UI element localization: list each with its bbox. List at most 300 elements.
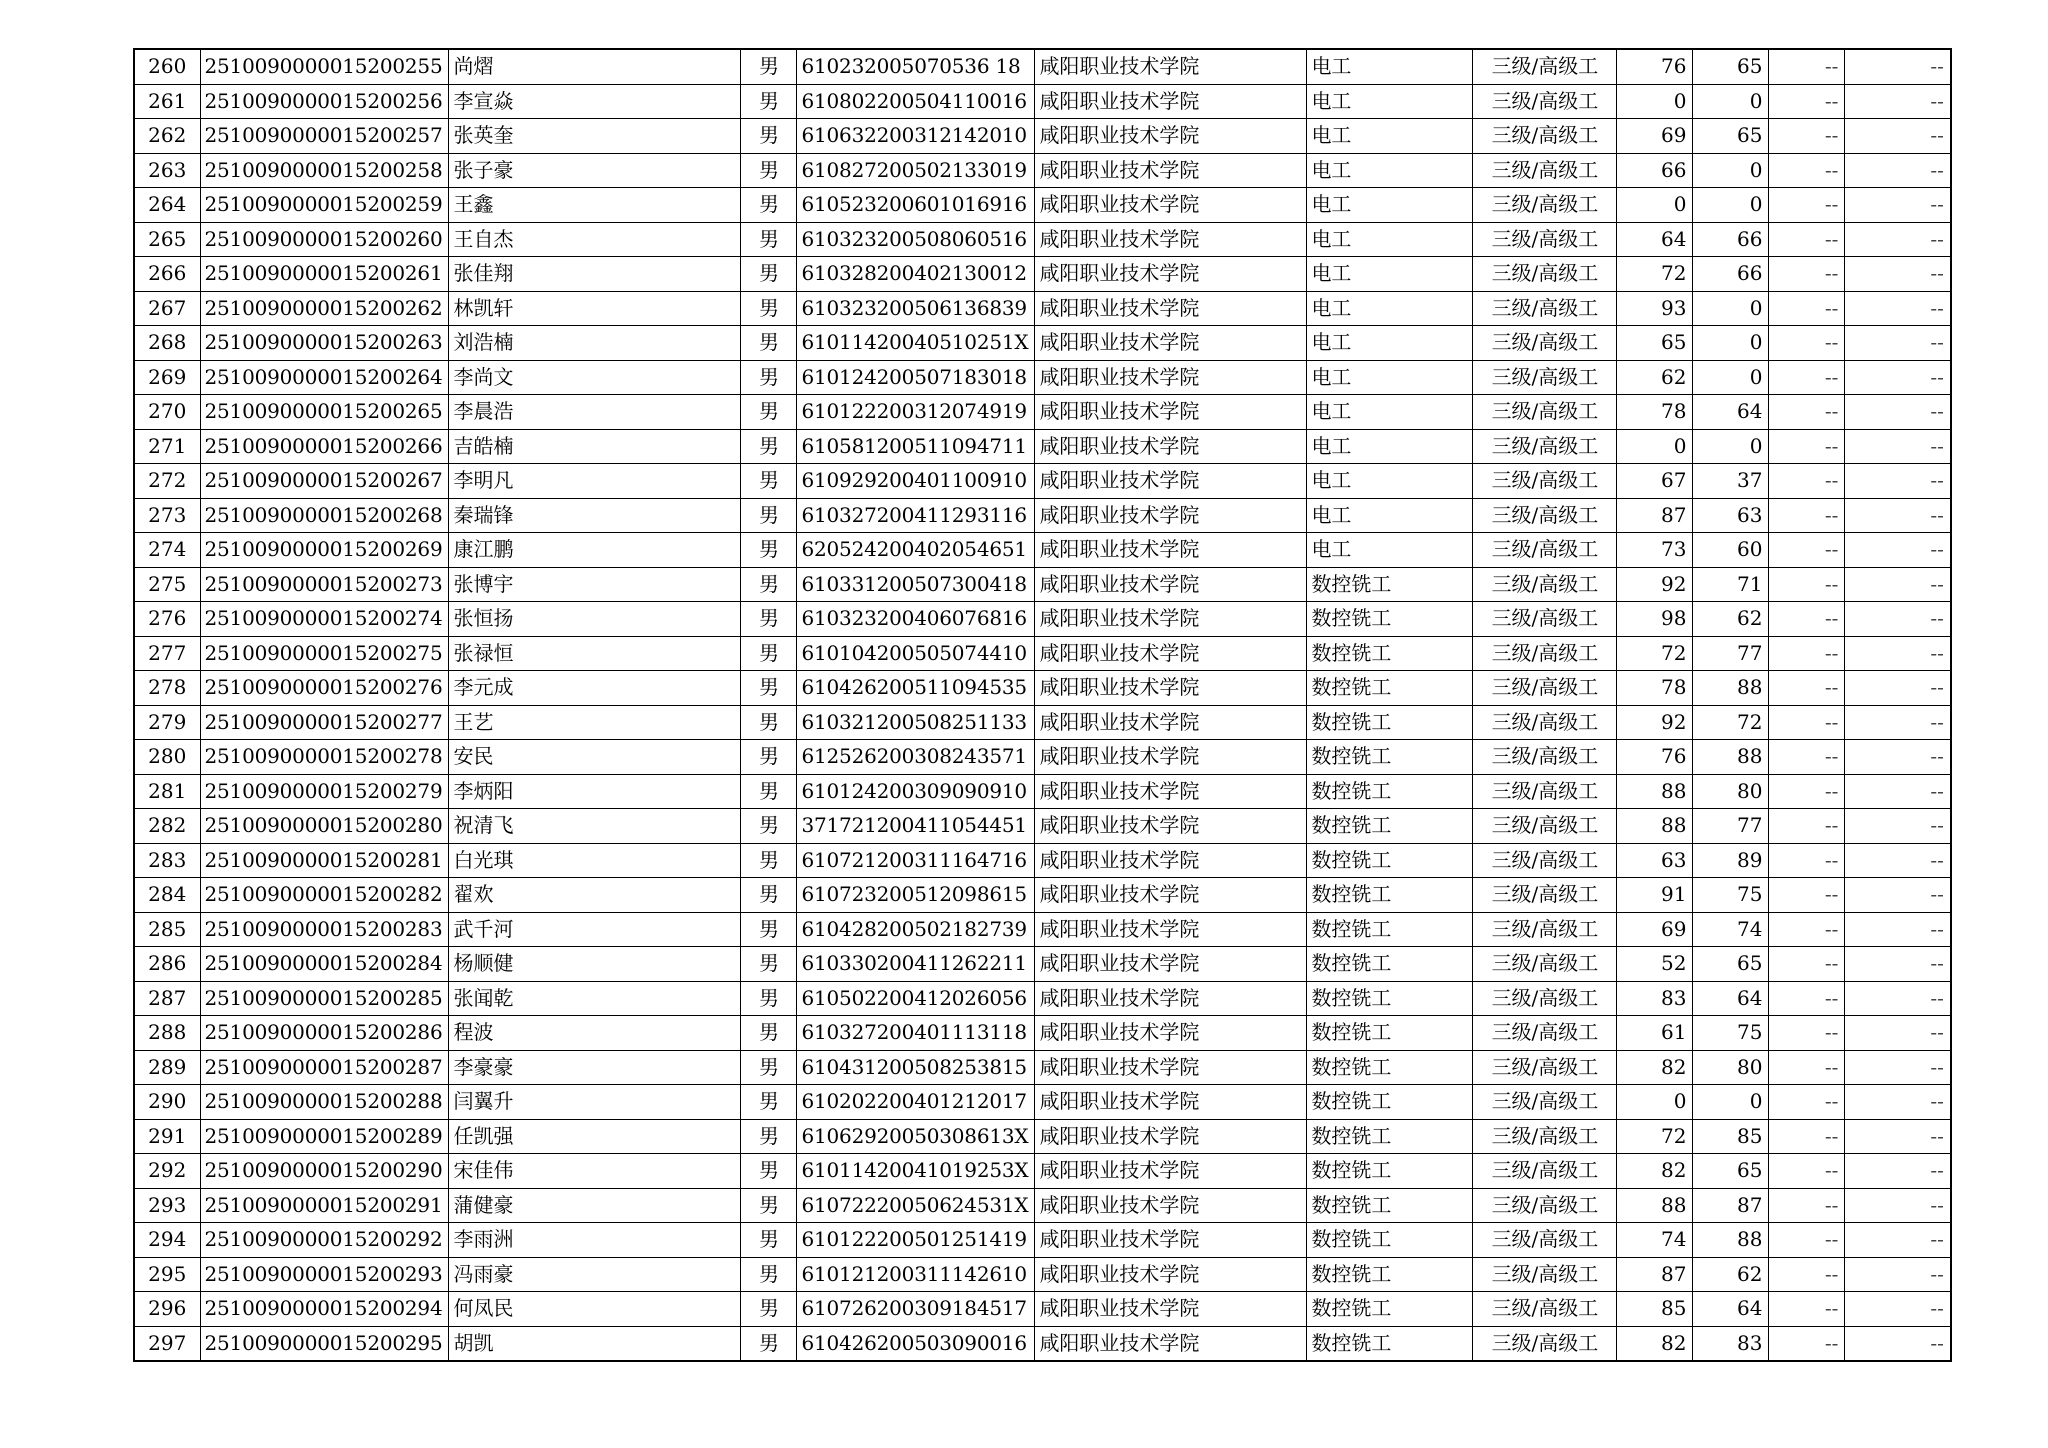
score-4-cell: -- <box>1845 429 1951 464</box>
table-row <box>134 533 1951 568</box>
gender-cell: 男 <box>741 1119 797 1154</box>
skill-score-cell: 74 <box>1693 912 1769 947</box>
score-4-cell: -- <box>1845 981 1951 1016</box>
ticket-number-cell: 2510090000015200264 <box>200 360 449 395</box>
level-cell: 三级/高级工 <box>1473 671 1617 706</box>
ticket-number-cell: 2510090000015200295 <box>200 1326 449 1361</box>
gender-cell: 男 <box>741 1154 797 1189</box>
table-row <box>134 1223 1951 1258</box>
row-number-cell: 290 <box>134 1085 200 1120</box>
occupation-cell: 数控铣工 <box>1307 1119 1473 1154</box>
ticket-number-cell: 2510090000015200292 <box>200 1223 449 1258</box>
score-4-cell: -- <box>1845 567 1951 602</box>
school-cell: 咸阳职业技术学院 <box>1035 705 1307 740</box>
table-row <box>134 360 1951 395</box>
table-row <box>134 1050 1951 1085</box>
theory-score-cell: 78 <box>1617 671 1693 706</box>
theory-score-cell: 87 <box>1617 1257 1693 1292</box>
school-cell: 咸阳职业技术学院 <box>1035 1016 1307 1051</box>
occupation-cell: 电工 <box>1307 49 1473 84</box>
table-row <box>134 567 1951 602</box>
occupation-cell: 电工 <box>1307 429 1473 464</box>
skill-score-cell: 0 <box>1693 291 1769 326</box>
score-4-cell: -- <box>1845 1257 1951 1292</box>
ticket-number-cell: 2510090000015200282 <box>200 878 449 913</box>
ticket-number-cell: 2510090000015200288 <box>200 1085 449 1120</box>
gender-cell: 男 <box>741 222 797 257</box>
id-number-cell: 610827200502133019 <box>797 153 1035 188</box>
score-4-cell: -- <box>1845 843 1951 878</box>
theory-score-cell: 65 <box>1617 326 1693 361</box>
row-number-cell: 292 <box>134 1154 200 1189</box>
school-cell: 咸阳职业技术学院 <box>1035 429 1307 464</box>
ticket-number-cell: 2510090000015200283 <box>200 912 449 947</box>
id-number-cell: 620524200402054651 <box>797 533 1035 568</box>
school-cell: 咸阳职业技术学院 <box>1035 395 1307 430</box>
table-row <box>134 843 1951 878</box>
gender-cell: 男 <box>741 188 797 223</box>
occupation-cell: 数控铣工 <box>1307 602 1473 637</box>
id-number-cell: 610327200401113118 <box>797 1016 1035 1051</box>
school-cell: 咸阳职业技术学院 <box>1035 567 1307 602</box>
row-number-cell: 271 <box>134 429 200 464</box>
name-cell: 蒲健豪 <box>449 1188 741 1223</box>
id-number-cell: 610502200412026056 <box>797 981 1035 1016</box>
theory-score-cell: 64 <box>1617 222 1693 257</box>
gender-cell: 男 <box>741 533 797 568</box>
gender-cell: 男 <box>741 291 797 326</box>
score-4-cell: -- <box>1845 1050 1951 1085</box>
table-row <box>134 878 1951 913</box>
level-cell: 三级/高级工 <box>1473 153 1617 188</box>
score-4-cell: -- <box>1845 257 1951 292</box>
score-3-cell: -- <box>1769 395 1845 430</box>
occupation-cell: 数控铣工 <box>1307 1326 1473 1361</box>
occupation-cell: 电工 <box>1307 291 1473 326</box>
school-cell: 咸阳职业技术学院 <box>1035 291 1307 326</box>
table-row <box>134 119 1951 154</box>
level-cell: 三级/高级工 <box>1473 429 1617 464</box>
theory-score-cell: 69 <box>1617 119 1693 154</box>
score-4-cell: -- <box>1845 705 1951 740</box>
table-row <box>134 222 1951 257</box>
gender-cell: 男 <box>741 84 797 119</box>
score-4-cell: -- <box>1845 222 1951 257</box>
score-3-cell: -- <box>1769 567 1845 602</box>
skill-score-cell: 66 <box>1693 222 1769 257</box>
score-3-cell: -- <box>1769 257 1845 292</box>
ticket-number-cell: 2510090000015200265 <box>200 395 449 430</box>
table-row <box>134 602 1951 637</box>
id-number-cell: 610426200511094535 <box>797 671 1035 706</box>
occupation-cell: 电工 <box>1307 395 1473 430</box>
school-cell: 咸阳职业技术学院 <box>1035 809 1307 844</box>
skill-score-cell: 77 <box>1693 809 1769 844</box>
skill-score-cell: 77 <box>1693 636 1769 671</box>
score-4-cell: -- <box>1845 1119 1951 1154</box>
row-number-cell: 289 <box>134 1050 200 1085</box>
skill-score-cell: 88 <box>1693 740 1769 775</box>
name-cell: 康江鹏 <box>449 533 741 568</box>
school-cell: 咸阳职业技术学院 <box>1035 878 1307 913</box>
name-cell: 杨顺健 <box>449 947 741 982</box>
skill-score-cell: 0 <box>1693 84 1769 119</box>
row-number-cell: 288 <box>134 1016 200 1051</box>
occupation-cell: 数控铣工 <box>1307 878 1473 913</box>
school-cell: 咸阳职业技术学院 <box>1035 498 1307 533</box>
theory-score-cell: 76 <box>1617 740 1693 775</box>
level-cell: 三级/高级工 <box>1473 326 1617 361</box>
level-cell: 三级/高级工 <box>1473 49 1617 84</box>
occupation-cell: 电工 <box>1307 84 1473 119</box>
score-3-cell: -- <box>1769 1050 1845 1085</box>
id-number-cell: 610929200401100910 <box>797 464 1035 499</box>
school-cell: 咸阳职业技术学院 <box>1035 774 1307 809</box>
id-number-cell: 610523200601016916 <box>797 188 1035 223</box>
score-3-cell: -- <box>1769 774 1845 809</box>
skill-score-cell: 75 <box>1693 1016 1769 1051</box>
score-3-cell: -- <box>1769 1257 1845 1292</box>
gender-cell: 男 <box>741 809 797 844</box>
school-cell: 咸阳职业技术学院 <box>1035 947 1307 982</box>
skill-score-cell: 85 <box>1693 1119 1769 1154</box>
score-3-cell: -- <box>1769 740 1845 775</box>
theory-score-cell: 67 <box>1617 464 1693 499</box>
score-3-cell: -- <box>1769 947 1845 982</box>
name-cell: 翟欢 <box>449 878 741 913</box>
name-cell: 任凯强 <box>449 1119 741 1154</box>
occupation-cell: 电工 <box>1307 464 1473 499</box>
ticket-number-cell: 2510090000015200291 <box>200 1188 449 1223</box>
theory-score-cell: 93 <box>1617 291 1693 326</box>
score-3-cell: -- <box>1769 119 1845 154</box>
row-number-cell: 267 <box>134 291 200 326</box>
score-3-cell: -- <box>1769 1223 1845 1258</box>
name-cell: 李豪豪 <box>449 1050 741 1085</box>
name-cell: 王自杰 <box>449 222 741 257</box>
occupation-cell: 数控铣工 <box>1307 843 1473 878</box>
table-row <box>134 1257 1951 1292</box>
id-number-cell: 610581200511094711 <box>797 429 1035 464</box>
occupation-cell: 数控铣工 <box>1307 671 1473 706</box>
occupation-cell: 电工 <box>1307 119 1473 154</box>
skill-score-cell: 62 <box>1693 1257 1769 1292</box>
row-number-cell: 286 <box>134 947 200 982</box>
ticket-number-cell: 2510090000015200293 <box>200 1257 449 1292</box>
row-number-cell: 269 <box>134 360 200 395</box>
name-cell: 张佳翔 <box>449 257 741 292</box>
row-number-cell: 277 <box>134 636 200 671</box>
gender-cell: 男 <box>741 1326 797 1361</box>
row-number-cell: 279 <box>134 705 200 740</box>
name-cell: 李雨洲 <box>449 1223 741 1258</box>
school-cell: 咸阳职业技术学院 <box>1035 49 1307 84</box>
row-number-cell: 293 <box>134 1188 200 1223</box>
theory-score-cell: 76 <box>1617 49 1693 84</box>
score-4-cell: -- <box>1845 774 1951 809</box>
table-row <box>134 395 1951 430</box>
score-3-cell: -- <box>1769 671 1845 706</box>
score-3-cell: -- <box>1769 636 1845 671</box>
name-cell: 安民 <box>449 740 741 775</box>
theory-score-cell: 98 <box>1617 602 1693 637</box>
gender-cell: 男 <box>741 1188 797 1223</box>
score-4-cell: -- <box>1845 395 1951 430</box>
row-number-cell: 284 <box>134 878 200 913</box>
score-4-cell: -- <box>1845 291 1951 326</box>
occupation-cell: 电工 <box>1307 188 1473 223</box>
theory-score-cell: 69 <box>1617 912 1693 947</box>
skill-score-cell: 60 <box>1693 533 1769 568</box>
score-3-cell: -- <box>1769 1154 1845 1189</box>
name-cell: 李晨浩 <box>449 395 741 430</box>
skill-score-cell: 0 <box>1693 326 1769 361</box>
name-cell: 王艺 <box>449 705 741 740</box>
score-3-cell: -- <box>1769 153 1845 188</box>
school-cell: 咸阳职业技术学院 <box>1035 84 1307 119</box>
theory-score-cell: 88 <box>1617 1188 1693 1223</box>
name-cell: 李宣焱 <box>449 84 741 119</box>
name-cell: 程波 <box>449 1016 741 1051</box>
level-cell: 三级/高级工 <box>1473 188 1617 223</box>
ticket-number-cell: 2510090000015200278 <box>200 740 449 775</box>
results-table <box>133 48 1952 1362</box>
level-cell: 三级/高级工 <box>1473 843 1617 878</box>
row-number-cell: 272 <box>134 464 200 499</box>
theory-score-cell: 82 <box>1617 1326 1693 1361</box>
score-3-cell: -- <box>1769 1292 1845 1327</box>
id-number-cell: 610802200504110016 <box>797 84 1035 119</box>
ticket-number-cell: 2510090000015200275 <box>200 636 449 671</box>
skill-score-cell: 66 <box>1693 257 1769 292</box>
score-3-cell: -- <box>1769 981 1845 1016</box>
gender-cell: 男 <box>741 257 797 292</box>
occupation-cell: 数控铣工 <box>1307 774 1473 809</box>
occupation-cell: 数控铣工 <box>1307 981 1473 1016</box>
gender-cell: 男 <box>741 326 797 361</box>
ticket-number-cell: 2510090000015200286 <box>200 1016 449 1051</box>
school-cell: 咸阳职业技术学院 <box>1035 1188 1307 1223</box>
table-row <box>134 1085 1951 1120</box>
theory-score-cell: 91 <box>1617 878 1693 913</box>
school-cell: 咸阳职业技术学院 <box>1035 1050 1307 1085</box>
occupation-cell: 电工 <box>1307 360 1473 395</box>
row-number-cell: 261 <box>134 84 200 119</box>
name-cell: 秦瑞锋 <box>449 498 741 533</box>
ticket-number-cell: 2510090000015200260 <box>200 222 449 257</box>
id-number-cell: 371721200411054451 <box>797 809 1035 844</box>
level-cell: 三级/高级工 <box>1473 1257 1617 1292</box>
score-4-cell: -- <box>1845 809 1951 844</box>
ticket-number-cell: 2510090000015200285 <box>200 981 449 1016</box>
level-cell: 三级/高级工 <box>1473 1085 1617 1120</box>
level-cell: 三级/高级工 <box>1473 222 1617 257</box>
id-number-cell: 610122200312074919 <box>797 395 1035 430</box>
score-3-cell: -- <box>1769 1085 1845 1120</box>
table-row <box>134 1292 1951 1327</box>
name-cell: 李明凡 <box>449 464 741 499</box>
table-row <box>134 740 1951 775</box>
table-row <box>134 326 1951 361</box>
ticket-number-cell: 2510090000015200261 <box>200 257 449 292</box>
school-cell: 咸阳职业技术学院 <box>1035 1085 1307 1120</box>
score-3-cell: -- <box>1769 360 1845 395</box>
id-number-cell: 610104200505074410 <box>797 636 1035 671</box>
skill-score-cell: 0 <box>1693 429 1769 464</box>
skill-score-cell: 37 <box>1693 464 1769 499</box>
row-number-cell: 274 <box>134 533 200 568</box>
row-number-cell: 266 <box>134 257 200 292</box>
id-number-cell: 610426200503090016 <box>797 1326 1035 1361</box>
theory-score-cell: 0 <box>1617 429 1693 464</box>
score-3-cell: -- <box>1769 602 1845 637</box>
level-cell: 三级/高级工 <box>1473 912 1617 947</box>
level-cell: 三级/高级工 <box>1473 981 1617 1016</box>
id-number-cell: 610232005070536 18 <box>797 49 1035 84</box>
skill-score-cell: 80 <box>1693 1050 1769 1085</box>
ticket-number-cell: 2510090000015200284 <box>200 947 449 982</box>
school-cell: 咸阳职业技术学院 <box>1035 1326 1307 1361</box>
score-3-cell: -- <box>1769 84 1845 119</box>
skill-score-cell: 65 <box>1693 1154 1769 1189</box>
school-cell: 咸阳职业技术学院 <box>1035 602 1307 637</box>
table-row <box>134 1119 1951 1154</box>
name-cell: 王鑫 <box>449 188 741 223</box>
occupation-cell: 数控铣工 <box>1307 1292 1473 1327</box>
school-cell: 咸阳职业技术学院 <box>1035 1154 1307 1189</box>
theory-score-cell: 0 <box>1617 84 1693 119</box>
id-number-cell: 610721200311164716 <box>797 843 1035 878</box>
id-number-cell: 610124200507183018 <box>797 360 1035 395</box>
gender-cell: 男 <box>741 153 797 188</box>
row-number-cell: 295 <box>134 1257 200 1292</box>
table-body <box>134 49 1951 1361</box>
skill-score-cell: 65 <box>1693 119 1769 154</box>
score-4-cell: -- <box>1845 188 1951 223</box>
occupation-cell: 电工 <box>1307 326 1473 361</box>
ticket-number-cell: 2510090000015200256 <box>200 84 449 119</box>
occupation-cell: 数控铣工 <box>1307 1188 1473 1223</box>
id-number-cell: 610331200507300418 <box>797 567 1035 602</box>
table-row <box>134 671 1951 706</box>
table-row <box>134 153 1951 188</box>
score-3-cell: -- <box>1769 326 1845 361</box>
id-number-cell: 610323200406076816 <box>797 602 1035 637</box>
id-number-cell: 610323200508060516 <box>797 222 1035 257</box>
score-4-cell: -- <box>1845 1223 1951 1258</box>
level-cell: 三级/高级工 <box>1473 567 1617 602</box>
skill-score-cell: 0 <box>1693 153 1769 188</box>
level-cell: 三级/高级工 <box>1473 1154 1617 1189</box>
name-cell: 张禄恒 <box>449 636 741 671</box>
school-cell: 咸阳职业技术学院 <box>1035 153 1307 188</box>
gender-cell: 男 <box>741 1292 797 1327</box>
occupation-cell: 数控铣工 <box>1307 1154 1473 1189</box>
school-cell: 咸阳职业技术学院 <box>1035 843 1307 878</box>
table-row <box>134 49 1951 84</box>
ticket-number-cell: 2510090000015200294 <box>200 1292 449 1327</box>
occupation-cell: 数控铣工 <box>1307 1016 1473 1051</box>
ticket-number-cell: 2510090000015200287 <box>200 1050 449 1085</box>
id-number-cell: 61011420041019253X <box>797 1154 1035 1189</box>
score-4-cell: -- <box>1845 119 1951 154</box>
gender-cell: 男 <box>741 1016 797 1051</box>
level-cell: 三级/高级工 <box>1473 809 1617 844</box>
score-4-cell: -- <box>1845 84 1951 119</box>
name-cell: 林凯轩 <box>449 291 741 326</box>
name-cell: 武千河 <box>449 912 741 947</box>
skill-score-cell: 65 <box>1693 49 1769 84</box>
level-cell: 三级/高级工 <box>1473 1188 1617 1223</box>
school-cell: 咸阳职业技术学院 <box>1035 222 1307 257</box>
name-cell: 尚熠 <box>449 49 741 84</box>
school-cell: 咸阳职业技术学院 <box>1035 257 1307 292</box>
score-4-cell: -- <box>1845 1292 1951 1327</box>
name-cell: 李元成 <box>449 671 741 706</box>
row-number-cell: 287 <box>134 981 200 1016</box>
gender-cell: 男 <box>741 464 797 499</box>
table-row <box>134 774 1951 809</box>
score-4-cell: -- <box>1845 49 1951 84</box>
ticket-number-cell: 2510090000015200290 <box>200 1154 449 1189</box>
ticket-number-cell: 2510090000015200289 <box>200 1119 449 1154</box>
ticket-number-cell: 2510090000015200277 <box>200 705 449 740</box>
level-cell: 三级/高级工 <box>1473 1223 1617 1258</box>
gender-cell: 男 <box>741 843 797 878</box>
row-number-cell: 294 <box>134 1223 200 1258</box>
level-cell: 三级/高级工 <box>1473 84 1617 119</box>
level-cell: 三级/高级工 <box>1473 947 1617 982</box>
skill-score-cell: 64 <box>1693 395 1769 430</box>
theory-score-cell: 82 <box>1617 1050 1693 1085</box>
gender-cell: 男 <box>741 1223 797 1258</box>
id-number-cell: 61062920050308613X <box>797 1119 1035 1154</box>
skill-score-cell: 0 <box>1693 188 1769 223</box>
school-cell: 咸阳职业技术学院 <box>1035 981 1307 1016</box>
table-row <box>134 1016 1951 1051</box>
skill-score-cell: 71 <box>1693 567 1769 602</box>
row-number-cell: 282 <box>134 809 200 844</box>
score-4-cell: -- <box>1845 1154 1951 1189</box>
theory-score-cell: 88 <box>1617 809 1693 844</box>
ticket-number-cell: 2510090000015200258 <box>200 153 449 188</box>
row-number-cell: 283 <box>134 843 200 878</box>
score-4-cell: -- <box>1845 740 1951 775</box>
name-cell: 张子豪 <box>449 153 741 188</box>
occupation-cell: 电工 <box>1307 257 1473 292</box>
skill-score-cell: 64 <box>1693 981 1769 1016</box>
ticket-number-cell: 2510090000015200262 <box>200 291 449 326</box>
level-cell: 三级/高级工 <box>1473 636 1617 671</box>
name-cell: 宋佳伟 <box>449 1154 741 1189</box>
score-3-cell: -- <box>1769 1326 1845 1361</box>
name-cell: 刘浩楠 <box>449 326 741 361</box>
name-cell: 李炳阳 <box>449 774 741 809</box>
ticket-number-cell: 2510090000015200267 <box>200 464 449 499</box>
score-3-cell: -- <box>1769 1016 1845 1051</box>
theory-score-cell: 87 <box>1617 498 1693 533</box>
row-number-cell: 276 <box>134 602 200 637</box>
name-cell: 张闻乾 <box>449 981 741 1016</box>
skill-score-cell: 80 <box>1693 774 1769 809</box>
score-4-cell: -- <box>1845 1085 1951 1120</box>
score-3-cell: -- <box>1769 878 1845 913</box>
score-4-cell: -- <box>1845 602 1951 637</box>
ticket-number-cell: 2510090000015200263 <box>200 326 449 361</box>
school-cell: 咸阳职业技术学院 <box>1035 912 1307 947</box>
level-cell: 三级/高级工 <box>1473 119 1617 154</box>
name-cell: 张博宇 <box>449 567 741 602</box>
